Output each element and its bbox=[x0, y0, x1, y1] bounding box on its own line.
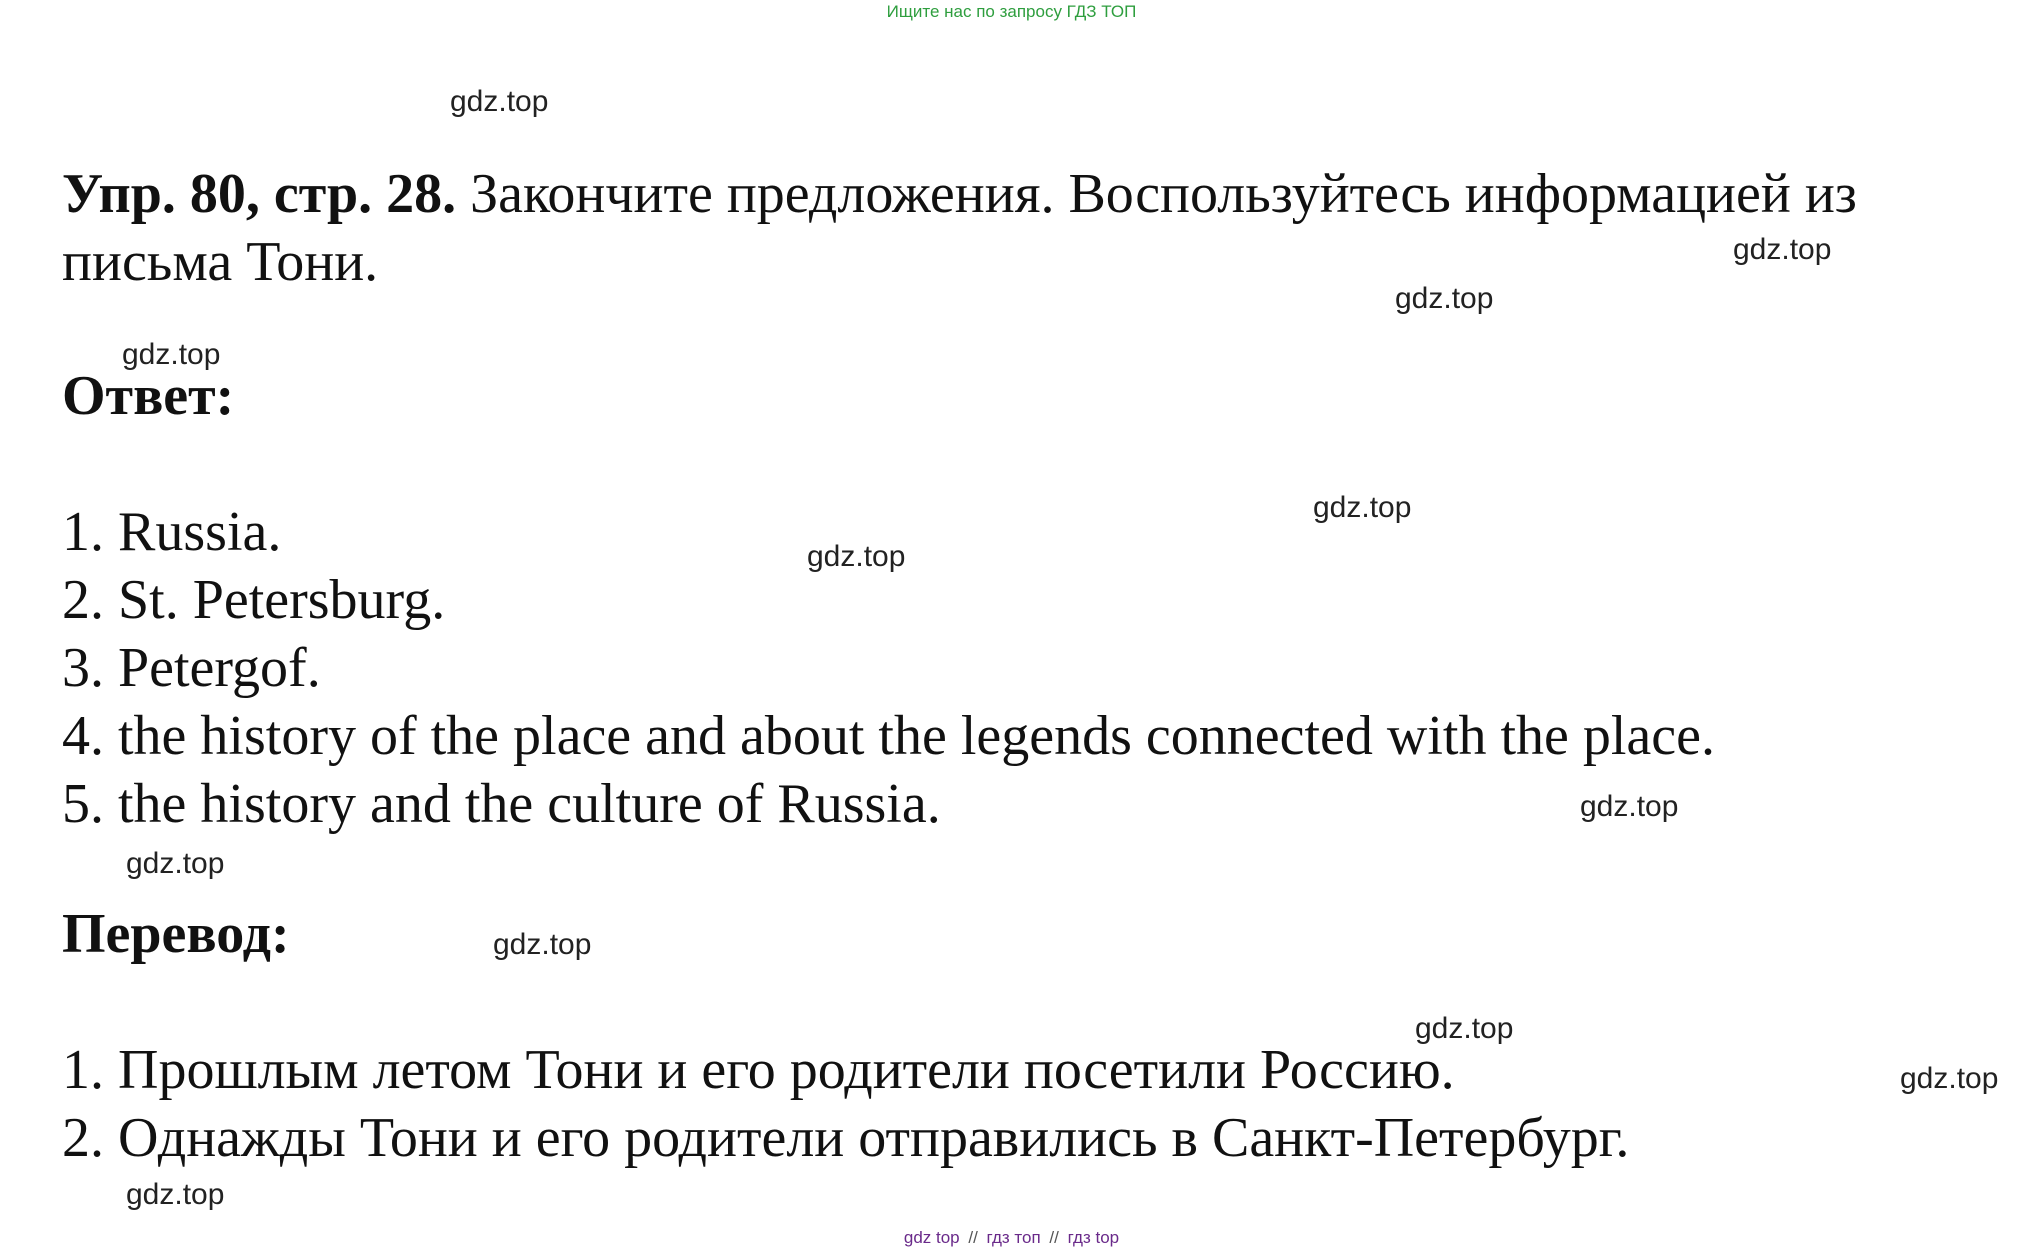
watermark: gdz.top bbox=[450, 85, 549, 118]
footer-link[interactable]: gdz top bbox=[903, 1228, 960, 1247]
watermark: gdz.top bbox=[1415, 1012, 1514, 1045]
watermark: gdz.top bbox=[122, 338, 221, 371]
translation-list bbox=[62, 1036, 1629, 1172]
footer-separator: // bbox=[1049, 1228, 1059, 1247]
answer-item: 3. Petergof. bbox=[62, 637, 321, 699]
answer-heading: Ответ: bbox=[62, 365, 235, 427]
footer-link[interactable]: гдз топ bbox=[986, 1228, 1041, 1247]
footer-links bbox=[0, 1228, 2023, 1248]
watermark: gdz.top bbox=[1395, 282, 1494, 315]
top-banner: Ищите нас по запросу ГДЗ ТОП bbox=[886, 2, 1137, 21]
answer-item: 1. Russia. bbox=[62, 501, 282, 563]
footer-link[interactable]: гдз top bbox=[1067, 1228, 1120, 1247]
translation-item: 2. Однажды Тони и его родители отправились в Санкт-Петербург. bbox=[62, 1107, 1630, 1169]
task-text: Закончите предложения. Воспользуйтесь информацией из письма Тони. bbox=[62, 163, 1857, 293]
watermark: gdz.top bbox=[126, 1178, 225, 1211]
watermark: gdz.top bbox=[493, 928, 592, 961]
answer-item: 4. the history of the place and about the legends connected with the place. bbox=[62, 705, 1715, 767]
watermark: gdz.top bbox=[1580, 790, 1679, 823]
answer-list bbox=[62, 498, 1715, 838]
watermark: gdz.top bbox=[1313, 491, 1412, 524]
answer-item: 2. St. Petersburg. bbox=[62, 569, 446, 631]
watermark: gdz.top bbox=[1733, 233, 1832, 266]
footer-separator: // bbox=[968, 1228, 978, 1247]
watermark: gdz.top bbox=[126, 847, 225, 880]
translation-heading: Перевод: bbox=[62, 903, 290, 965]
task-reference: Упр. 80, стр. 28. bbox=[62, 163, 457, 225]
watermark: gdz.top bbox=[807, 540, 906, 573]
translation-item: 1. Прошлым летом Тони и его родители посетили Россию. bbox=[62, 1039, 1455, 1101]
answer-item: 5. the history and the culture of Russia. bbox=[62, 773, 941, 835]
watermark: gdz.top bbox=[1900, 1062, 1999, 1095]
task-statement bbox=[62, 160, 1942, 296]
